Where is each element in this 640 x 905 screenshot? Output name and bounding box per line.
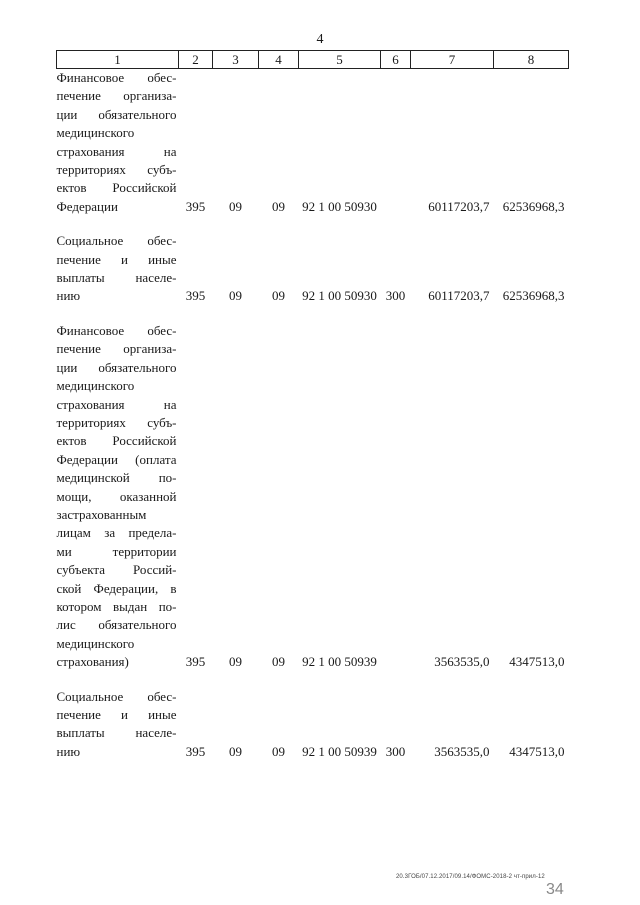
description-line: лицам за предела- (56, 525, 177, 541)
description-line: Федерации (56, 198, 118, 214)
row-spacer (57, 672, 569, 688)
target-item-code-cell: 92 1 00 50939 (302, 743, 377, 759)
page-number: 4 (316, 32, 324, 47)
column-header-6: 6 (381, 51, 411, 69)
description-line: субъекта Россий- (56, 562, 177, 578)
description-line: котором выдан по- (56, 598, 177, 614)
document-code: 20.3ГОБ/07.12.2017/09.14/ФОМС-2018-2 чт-прил-12 (396, 874, 545, 880)
description-line: ми территории (56, 543, 177, 559)
column-header-1: 1 (57, 51, 179, 69)
description-line: Социальное обес- (56, 688, 177, 704)
description-line: лис обязательного (56, 617, 177, 633)
column-header-4: 4 (259, 51, 299, 69)
description-line: печение организа- (56, 88, 177, 104)
description-line: страхования на (56, 396, 177, 412)
column-header-2: 2 (179, 51, 213, 69)
section-code-cell: 09 (229, 654, 242, 670)
amount-year1-cell: 3563535,0 (434, 743, 490, 759)
amount-year1-cell: 60117203,7 (428, 288, 490, 304)
section-code-cell: 09 (229, 743, 242, 759)
column-header-3: 3 (213, 51, 259, 69)
ministry-code-cell: 395 (185, 198, 206, 214)
subsection-code-cell: 09 (272, 288, 285, 304)
table-row (57, 688, 569, 762)
target-item-code-cell: 92 1 00 50930 (302, 198, 377, 214)
description-line: ции обязательного (56, 106, 177, 122)
description-line: медицинской по- (56, 470, 177, 486)
ministry-code-cell: 395 (185, 288, 206, 304)
description-line: выплаты населе- (56, 270, 177, 286)
description-cell (57, 69, 179, 217)
row-spacer (57, 306, 569, 322)
description-line: печение и иные (56, 251, 177, 267)
sheet-number: 34 (546, 881, 564, 898)
column-header-8: 8 (494, 51, 569, 69)
amount-year2-cell: 62536968,3 (502, 198, 565, 214)
description-line: печение организа- (56, 341, 177, 357)
expense-type-code-cell (381, 322, 411, 672)
description-line: выплаты населе- (56, 725, 177, 741)
description-line: медицинского (56, 635, 135, 651)
description-line: печение и иные (56, 707, 177, 722)
ministry-code-cell: 395 (185, 654, 206, 670)
expense-type-code-cell (381, 69, 411, 217)
description-line: территориях субъ- (56, 162, 177, 178)
description-line: ектов Российской (56, 433, 177, 449)
ministry-code-cell: 395 (185, 743, 206, 759)
amount-year1-cell: 3563535,0 (434, 654, 490, 670)
description-line: медицинского (56, 378, 135, 394)
description-line: страхования) (56, 654, 129, 670)
table-row (57, 322, 569, 672)
subsection-code-cell: 09 (272, 198, 285, 214)
expense-type-code-cell: 300 (385, 743, 406, 759)
column-number-row (57, 51, 569, 69)
expense-type-code-cell: 300 (385, 288, 406, 304)
subsection-code-cell: 09 (272, 743, 285, 759)
column-header-5: 5 (299, 51, 381, 69)
description-cell (57, 232, 179, 306)
subsection-code-cell: 09 (272, 654, 285, 670)
description-cell (57, 322, 179, 672)
section-code-cell: 09 (229, 198, 242, 214)
budget-table (56, 50, 569, 761)
target-item-code-cell: 92 1 00 50930 (302, 288, 377, 304)
amount-year2-cell: 4347513,0 (509, 743, 565, 759)
description-line: нию (56, 288, 81, 304)
description-line: медицинского (56, 125, 135, 141)
description-line: мощи, оказанной (56, 488, 177, 504)
amount-year2-cell: 4347513,0 (509, 654, 565, 670)
description-line: Федерации (оплата (56, 451, 177, 467)
table-row (57, 232, 569, 306)
description-line: ции обязательного (56, 359, 177, 375)
table-row (57, 69, 569, 217)
description-line: нию (56, 743, 81, 759)
description-line: Социальное обес- (56, 233, 177, 249)
description-line: Финансовое обес- (56, 70, 177, 85)
description-line: ской Федерации, в (56, 580, 177, 596)
table-body (57, 69, 569, 762)
description-line: ектов Российской (56, 180, 177, 196)
description-line: страхования на (56, 143, 177, 159)
row-spacer (57, 216, 569, 232)
description-line: застрахованным (56, 506, 147, 522)
amount-year1-cell: 60117203,7 (428, 198, 490, 214)
spacer-cell (57, 216, 569, 232)
spacer-cell (57, 306, 569, 322)
description-cell (57, 688, 179, 762)
section-code-cell: 09 (229, 288, 242, 304)
column-header-7: 7 (411, 51, 494, 69)
description-line: Финансовое обес- (56, 322, 177, 338)
description-line: территориях субъ- (56, 414, 177, 430)
amount-year2-cell: 62536968,3 (502, 288, 565, 304)
target-item-code-cell: 92 1 00 50939 (302, 654, 377, 670)
spacer-cell (57, 672, 569, 688)
